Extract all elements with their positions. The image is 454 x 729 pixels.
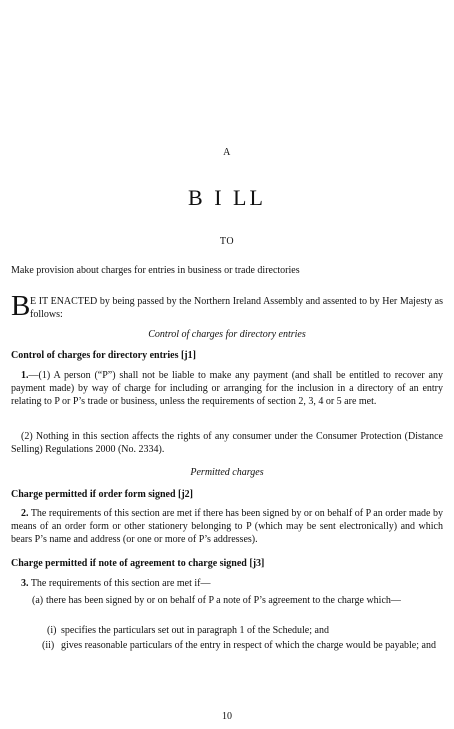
subparagraph-ii-label: (ii) — [42, 640, 55, 651]
section-3-heading: Charge permitted if note of agreement to charge signed [j3] — [11, 558, 265, 569]
part-heading-control: Control of charges for directory entries — [148, 329, 306, 340]
enacting-formula — [11, 290, 443, 323]
section-1-text: —(1) A person (“P”) shall not be liable to make any payment (and shall be entitled to recover any payment made) by way of charge for including or arranging for the inclusion in a directory of an entry relating to P or P’s trade or business, unless the requirements of section 2, 3, 4 or 5 are met. — [11, 370, 443, 407]
subparagraph-i-text: specifies the particulars set out in paragraph 1 of the Schedule; and — [61, 625, 329, 636]
drop-cap: B — [11, 290, 31, 322]
section-1-number: 1. — [21, 370, 29, 381]
section-1-heading: Control of charges for directory entries [j1] — [11, 350, 196, 361]
paragraph-a-label: (a) — [32, 595, 44, 606]
section-2-text: The requirements of this section are met if there has been signed by or on behalf of P an order made by means of an order form or other stationery belonging to P (which may be sent electronically) and which bears P’s name and address (or one or more of P’s addresses). — [11, 508, 443, 545]
page-number: 10 — [222, 711, 232, 722]
section-3-number: 3. — [21, 578, 29, 589]
section-1-subsection-1 — [11, 369, 443, 408]
section-1-subsection-2: (2) Nothing in this section affects the rights of any consumer under the Consumer Protection (Distance Selling) Regulations 2000 (No. 2334). — [11, 431, 443, 455]
section-2-number: 2. — [21, 508, 29, 519]
section-3-text: The requirements of this section are met if— — [30, 578, 211, 589]
bill-title: B I LL — [188, 185, 266, 210]
part-heading-permitted: Permitted charges — [190, 467, 264, 478]
bill-to: TO — [219, 236, 235, 247]
bill-prefix: A — [223, 147, 231, 158]
section-3-body — [11, 577, 443, 590]
section-2-body — [11, 507, 443, 546]
enacting-text: E IT ENACTED by being passed by the Northern Ireland Assembly and assented to by Her Majesty as follows: — [30, 296, 443, 320]
paragraph-a-text: there has been signed by or on behalf of P a note of P’s agreement to the charge which— — [46, 595, 401, 606]
section-2-heading: Charge permitted if order form signed [j2] — [11, 489, 193, 500]
subparagraph-i-label: (i) — [47, 625, 57, 636]
subparagraph-ii-text: gives reasonable particulars of the entry in respect of which the charge would be payable; and — [61, 640, 436, 651]
long-title: Make provision about charges for entries in business or trade directories — [11, 265, 300, 276]
